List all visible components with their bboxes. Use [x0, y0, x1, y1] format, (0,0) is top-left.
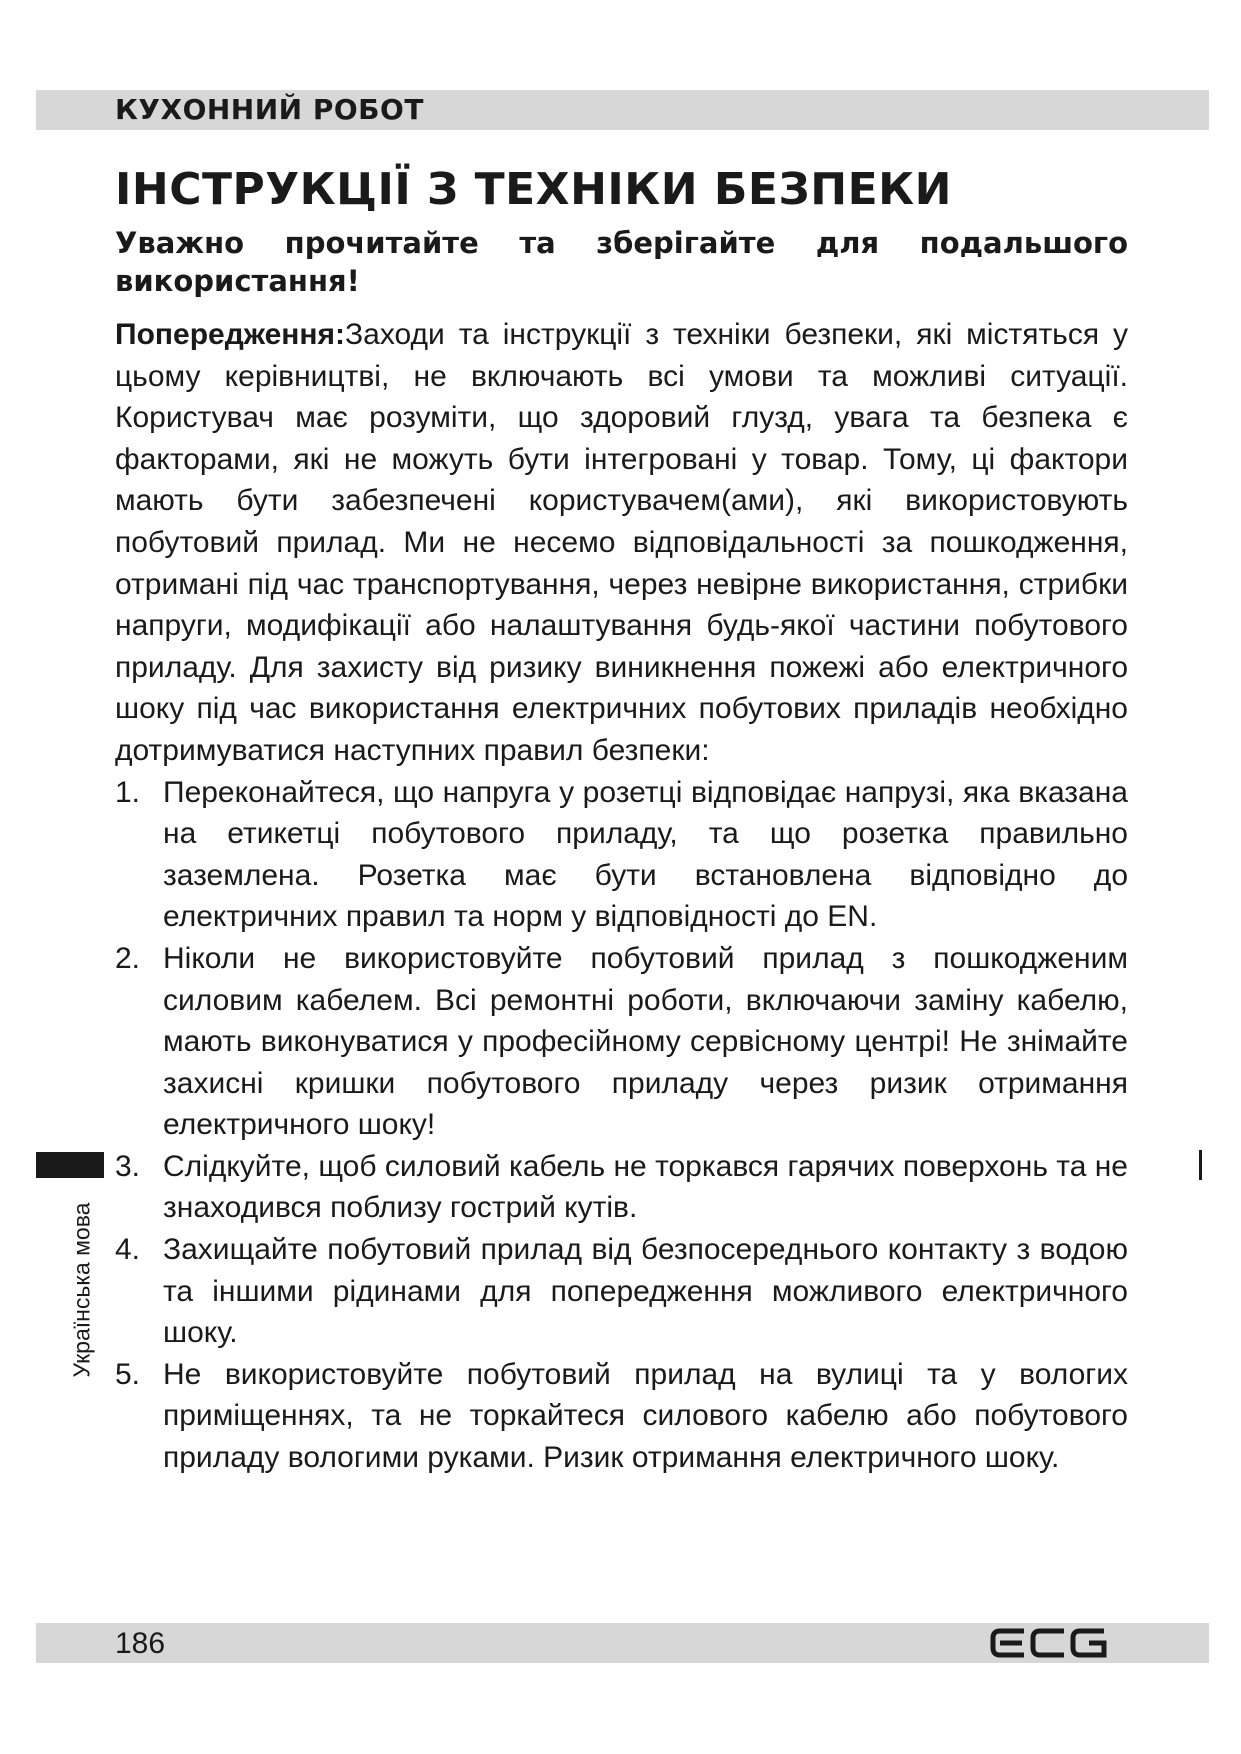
safety-rules-list: [115, 772, 1128, 1479]
rule-number: 5.: [115, 1357, 141, 1391]
warning-paragraph: [115, 314, 1128, 772]
page-number: 186: [115, 1627, 166, 1660]
right-edge-tick: [1199, 1150, 1202, 1180]
section-title: КУХОННИЙ РОБОТ: [115, 93, 424, 126]
rule-number: 4.: [115, 1233, 141, 1267]
rule-text: Слідкуйте, щоб силовий кабель не торкався гарячих поверхонь та не знаходився поблизу гострий кутів.: [163, 1149, 1128, 1225]
rule-text: Захищайте побутовий прилад від безпосереднього контакту з водою та іншими рідинами для попередження можливого електричного шоку.: [163, 1233, 1128, 1350]
subtitle: Уважно прочитайте та зберігайте для подальшого використання!: [115, 226, 1128, 298]
safety-rule: [115, 1229, 1128, 1354]
rule-number: 3.: [115, 1149, 141, 1183]
rule-number: 2.: [115, 941, 141, 975]
safety-content: [115, 314, 1128, 1479]
rule-text: Не використовуйте побутовий прилад на вулиці та у вологих приміщеннях, та не торкайтеся силового кабелю або побутового приладу вологими руками. Ризик отримання електричного шоку.: [163, 1357, 1128, 1475]
rule-text: Переконайтеся, що напруга у розетці відповідає напрузі, яка вказана на етикетці побутового приладу, та що розетка правильно заземлена. Розетка має бути встановлена відповідно до електричних правил та норм у відповідності до EN.: [163, 775, 1128, 934]
safety-rule: [115, 1354, 1128, 1479]
warning-text: Заходи та інструкції з техніки безпеки, які містяться у цьому керівництві, не включають всі умови та можливі ситуації. Користувач має розуміти, що здоровий глузд, увага та безпека є факторами, які не можуть бути інтегровані у товар. Тому, ці фактори мають бути забезпечені користувачем(ами), які використовують побутовий прилад. Ми не несемо відповідальності за пошкодження, отримані під час транспортування, через невірне використання, стрибки напруги, модифікації або налаштування будь-якої частини побутового приладу. Для захисту від ризику виникнення пожежі або електричного шоку під час використання електричних побутових приладів необхідно дотримуватися наступних правил безпеки:: [115, 318, 1128, 767]
language-tab-label: Українська мова: [68, 1202, 95, 1378]
rule-text: Ніколи не використовуйте побутовий прилад з пошкодженим силовим кабелем. Всі ремонтні роботи, включаючи заміну кабелю, мають виконуватися у професійному сервісному центрі! Не знімайте захисні кришки побутового приладу через ризик отримання електричного шоку!: [163, 941, 1128, 1142]
safety-rule: [115, 938, 1128, 1146]
safety-rule: [115, 1146, 1128, 1229]
language-tab-marker: [36, 1152, 104, 1178]
warning-lead: Попередження:: [115, 318, 346, 351]
rule-number: 1.: [115, 775, 141, 809]
safety-rule: [115, 772, 1128, 938]
ecg-logo: [990, 1627, 1108, 1659]
page-title: ІНСТРУКЦІЇ З ТЕХНІКИ БЕЗПЕКИ: [115, 164, 952, 215]
